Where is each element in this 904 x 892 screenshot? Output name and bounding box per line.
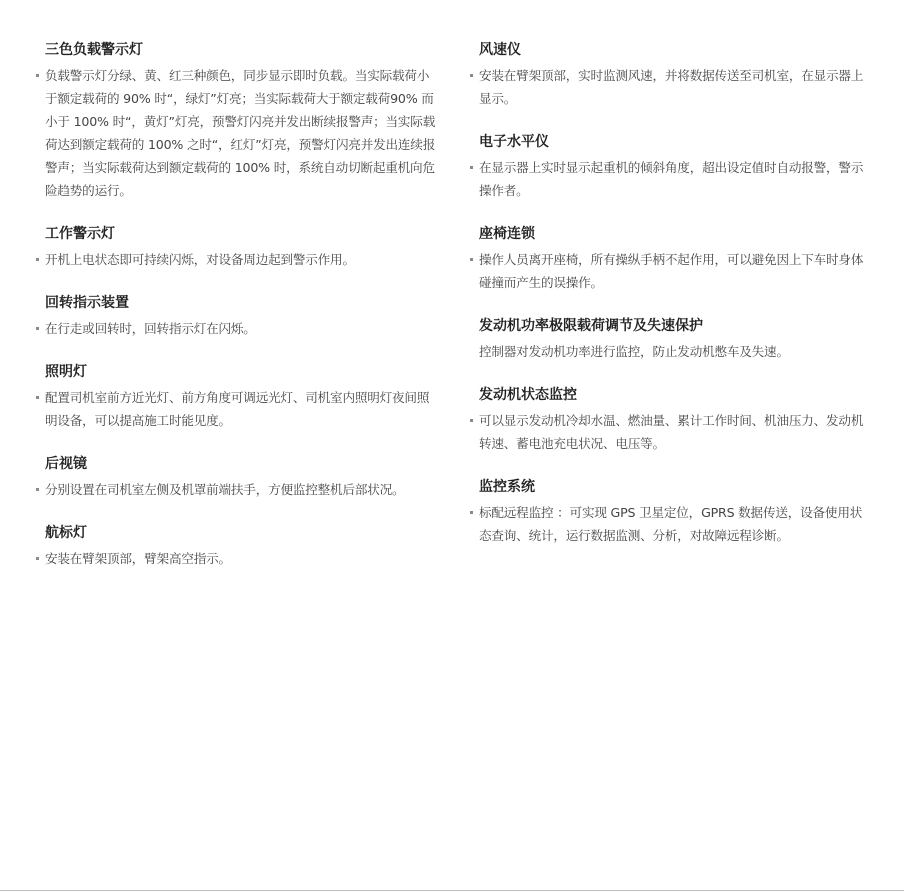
section-lighting [36,362,440,432]
description-text: 在行走或回转时，回转指示灯在闪烁。 [45,321,256,336]
bullet-icon [36,74,39,77]
section-monitoring-system [470,477,874,547]
section-title: 发动机功率极限载荷调节及失速保护 [479,318,703,334]
section-title: 照明灯 [45,364,87,380]
section-title: 工作警示灯 [45,226,115,242]
description-text: 操作人员离开座椅，所有操纵手柄不起作用，可以避免因上下车时身体碰撞而产生的误操作。 [479,252,864,290]
section-title: 电子水平仪 [479,134,549,150]
bottom-divider [0,890,904,891]
section-aviation-light [36,523,440,570]
bullet-icon [36,488,39,491]
description-text: 安装在臂架顶部，臂架高空指示。 [45,551,231,566]
section-description [470,156,874,202]
section-electronic-level [470,132,874,202]
section-title: 后视镜 [45,456,87,472]
description-text: 在显示器上实时显示起重机的倾斜角度，超出设定值时自动报警，警示操作者。 [479,160,864,198]
section-description [36,64,440,202]
section-description [470,409,874,455]
section-description [36,547,440,570]
description-text: 安装在臂架顶部，实时监测风速，并将数据传送至司机室，在显示器上显示。 [479,68,864,106]
description-text: 负载警示灯分绿、黄、红三种颜色，同步显示即时负载。当实际载荷小于额定载荷的 90% 时“，绿灯”灯亮；当实际载荷大于额定载荷90% 而小于 100% 时“，黄灯”灯亮，预警灯闪亮并发出断续报警声；当实际载荷达到额定载荷的 100% 之时“，红灯”灯亮，预警灯闪亮并发出连续报警声；当实际载荷达到额定载荷的 100% 时，系统自动切断起重机向危险趋势的运行。 [45,68,436,198]
section-title: 三色负载警示灯 [45,42,143,58]
description-text: 开机上电状态即可持续闪烁，对设备周边起到警示作用。 [45,252,355,267]
section-work-warning-light [36,224,440,271]
bullet-icon [470,511,473,514]
section-description [36,248,440,271]
bullet-icon [36,258,39,261]
section-description [36,317,440,340]
section-engine-status-monitoring [470,385,874,455]
left-column [36,40,440,592]
section-title: 航标灯 [45,525,87,541]
section-title: 风速仪 [479,42,521,58]
description-text: 控制器对发动机功率进行监控，防止发动机憋车及失速。 [479,344,789,359]
section-three-color-load-warning-light [36,40,440,202]
section-description [36,478,440,501]
bullet-icon [470,74,473,77]
section-description [470,64,874,110]
section-description [470,340,874,363]
bullet-icon [470,419,473,422]
description-text: 可以显示发动机冷却水温、燃油量、累计工作时间、机油压力、发动机转速、蓄电池充电状况、电压等。 [479,413,864,451]
section-title: 回转指示装置 [45,295,129,311]
bullet-icon [470,258,473,261]
bullet-icon [470,166,473,169]
section-description [470,248,874,294]
description-text: 分别设置在司机室左侧及机罩前端扶手，方便监控整机后部状况。 [45,482,405,497]
section-title: 座椅连锁 [479,226,535,242]
description-text: 配置司机室前方近光灯、前方角度可调远光灯、司机室内照明灯夜间照明设备，可以提高施工时能见度。 [45,390,430,428]
section-seat-interlock [470,224,874,294]
section-description [36,386,440,432]
section-anemometer [470,40,874,110]
section-description [470,501,874,547]
bullet-icon [36,557,39,560]
description-text: 标配远程监控 ：可实现 GPS 卫星定位，GPRS 数据传送，设备使用状态查询、统计，运行数据监测、分析，对故障远程诊断。 [479,505,863,543]
section-title: 发动机状态监控 [479,387,577,403]
bullet-icon [36,327,39,330]
section-title: 监控系统 [479,479,535,495]
section-engine-power-limit [470,316,874,363]
section-rear-view-mirror [36,454,440,501]
right-column [470,40,874,569]
section-slewing-indicator [36,293,440,340]
bullet-icon [36,396,39,399]
